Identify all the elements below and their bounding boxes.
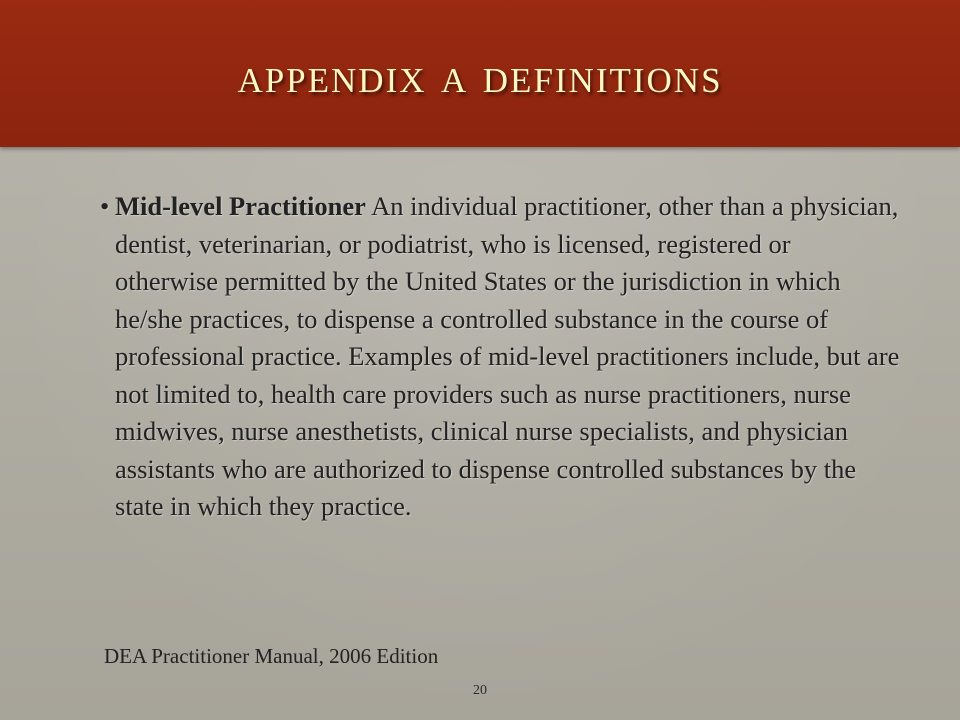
title-band [0,0,960,147]
page-number: 20 [473,683,487,698]
slide-body [100,188,900,526]
source-citation: DEA Practitioner Manual, 2006 Edition [104,644,439,668]
bullet-item [100,188,900,526]
definition-term: Mid-level Practitioner [115,191,366,221]
slide-title: appendix a definitions [237,47,723,103]
bullet-icon: • [100,191,110,221]
definition-text: An individual practitioner, other than a physician, dentist, veterinarian, or podiatrist, who is licensed, registered or otherwise permitted by the United States or the jurisdiction in which he/she practices, to dispense a controlled substance in the course of professional practice. Examples of mid-level practitioners include, but are not limited to, health care providers such as nurse practitioners, nurse midwives, nurse anesthetists, clinical nurse specialists, and physician assistants who are authorized to dispense controlled substances by the state in which they practice. [115,191,900,521]
